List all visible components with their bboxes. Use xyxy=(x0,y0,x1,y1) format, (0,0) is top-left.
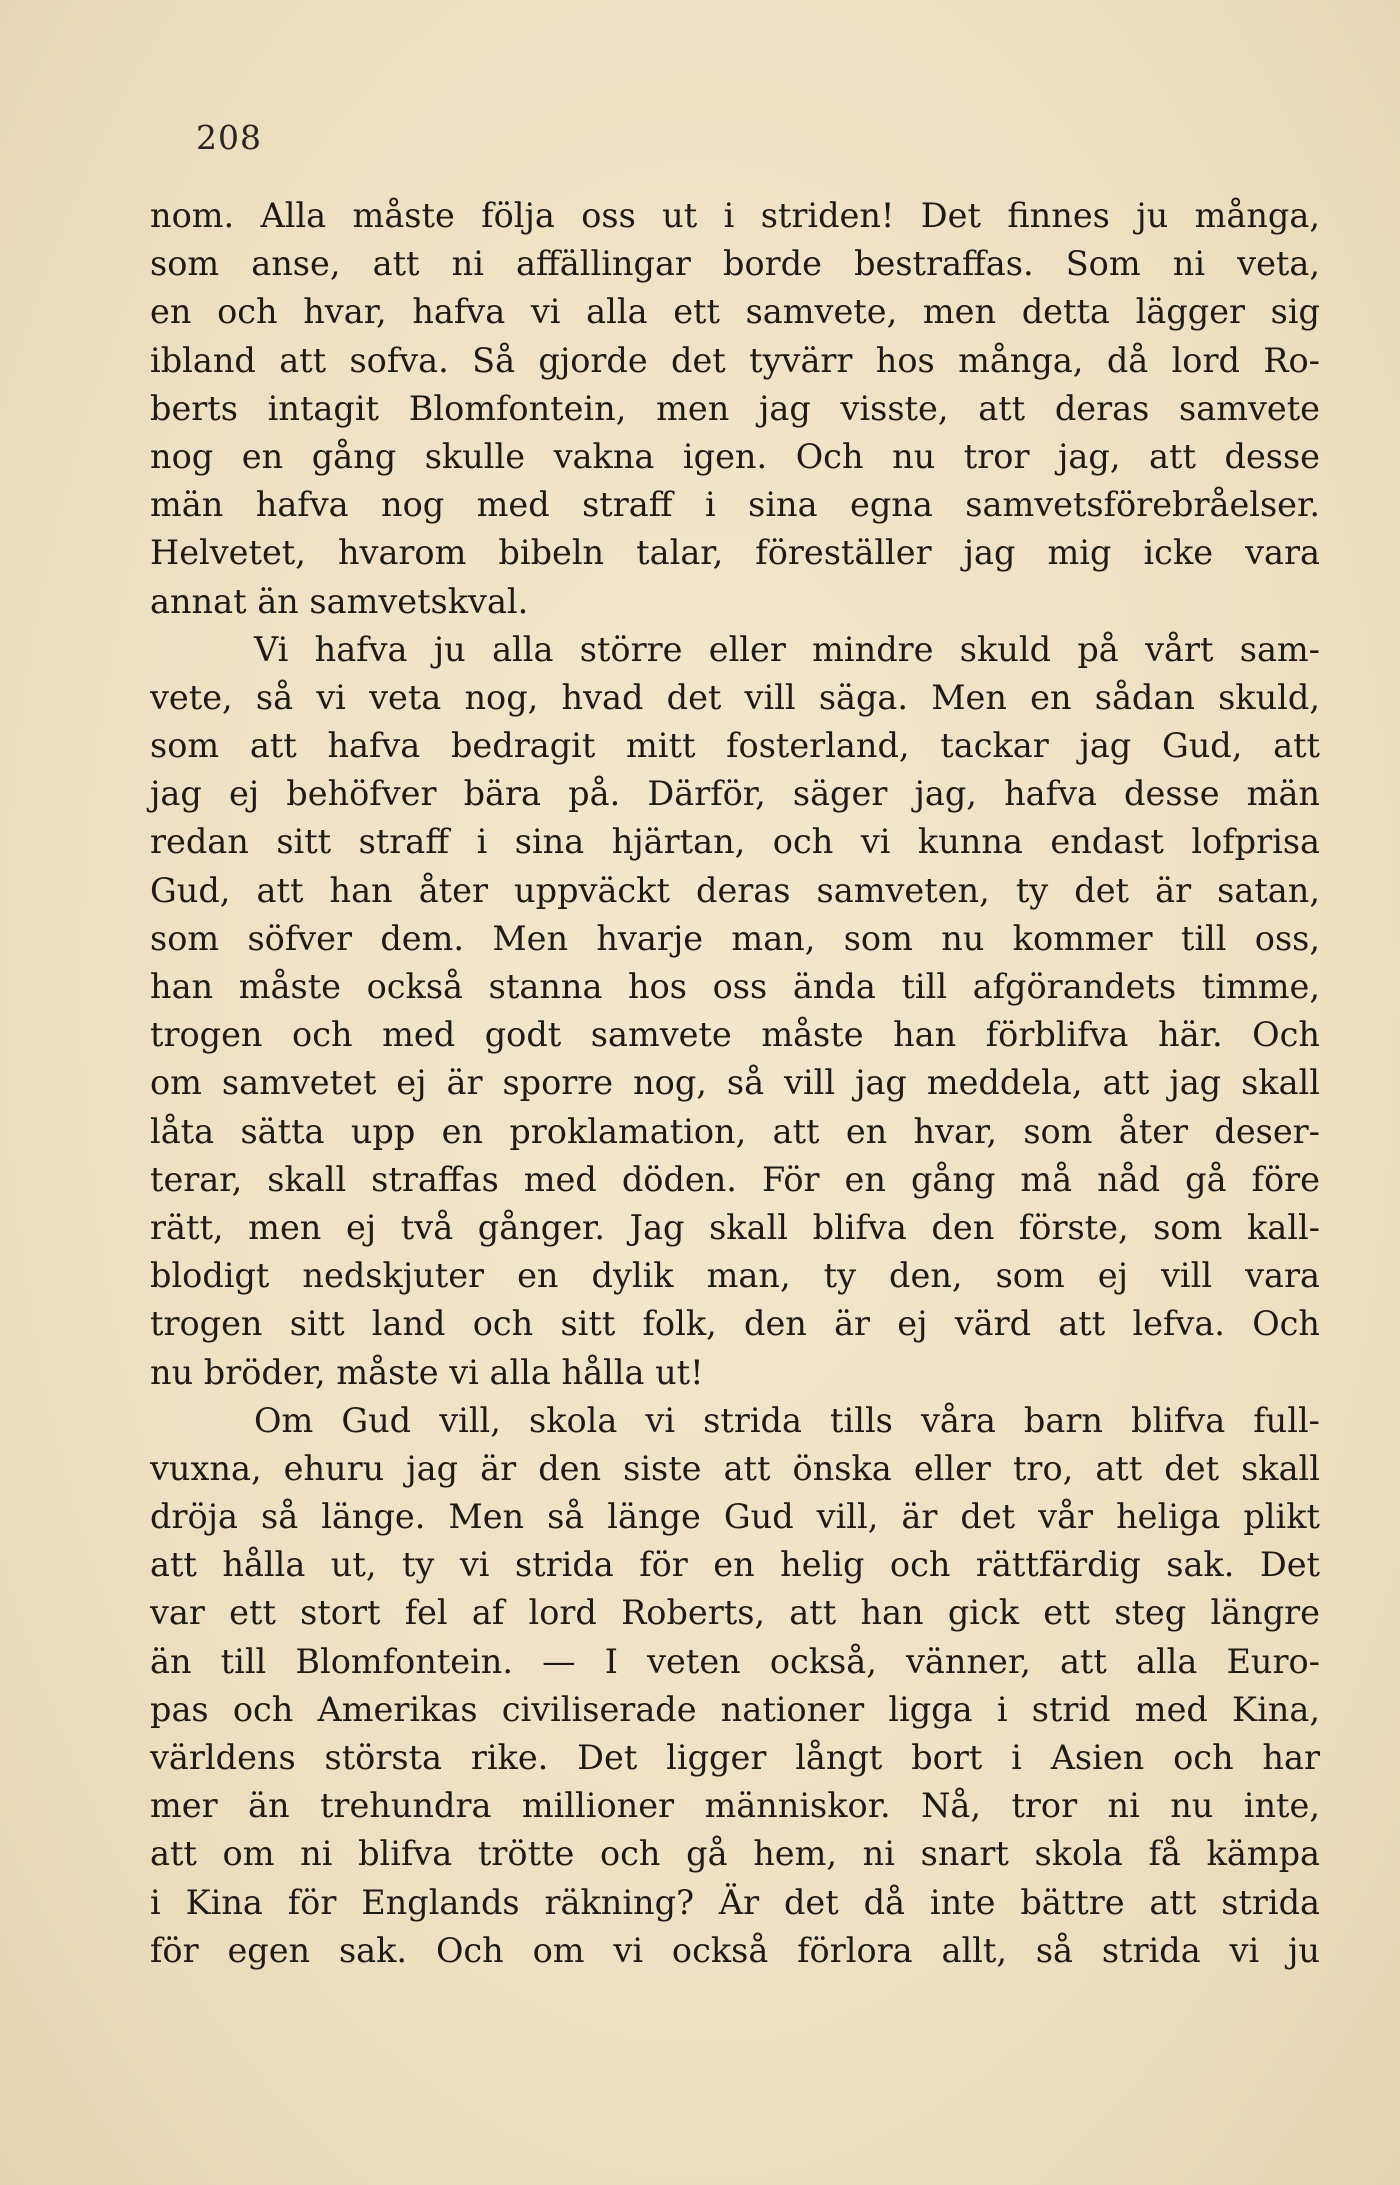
text-line: i Kina för Englands räkning? Är det då inte bättre att strida xyxy=(150,1882,1320,1922)
text-line: rätt, men ej två gånger. Jag skall blifva den förste, som kall- xyxy=(150,1207,1320,1247)
text-line: var ett stort fel af lord Roberts, att han gick ett steg längre xyxy=(150,1593,1320,1633)
text-line: som söfver dem. Men hvarje man, som nu kommer till oss, xyxy=(150,918,1320,958)
text-line: nog en gång skulle vakna igen. Och nu tror jag, att desse xyxy=(150,436,1320,476)
text-line: pas och Amerikas civiliserade nationer ligga i strid med Kina, xyxy=(150,1689,1320,1729)
text-line: vete, så vi veta nog, hvad det vill säga. Men en sådan skuld, xyxy=(150,677,1320,717)
text-line: Gud, att han åter uppväckt deras samveten, ty det är satan, xyxy=(150,870,1320,910)
text-line: blodigt nedskjuter en dylik man, ty den, som ej vill vara xyxy=(150,1256,1320,1296)
body-text xyxy=(150,192,1320,1975)
text-line: Vi hafva ju alla större eller mindre skuld på vårt sam- xyxy=(254,629,1320,669)
text-line: män hafva nog med straff i sina egna samvetsförebråelser. xyxy=(150,485,1320,525)
text-line: än till Blomfontein. — I veten också, vänner, att alla Euro- xyxy=(150,1641,1320,1681)
text-line: han måste också stanna hos oss ända till afgörandets timme, xyxy=(150,967,1320,1006)
text-line: för egen sak. Och om vi också förlora allt, så strida vi ju xyxy=(150,1930,1320,1970)
text-line: trogen sitt land och sitt folk, den är ej värd att lefva. Och xyxy=(150,1304,1320,1344)
text-line: trogen och med godt samvete måste han förblifva här. Och xyxy=(150,1015,1320,1055)
text-line: terar, skall straffas med döden. För en gång må nåd gå före xyxy=(150,1159,1320,1199)
text-line: nu bröder, måste vi alla hålla ut! xyxy=(150,1352,704,1392)
text-line: världens största rike. Det ligger långt bort i Asien och har xyxy=(150,1738,1320,1777)
text-line: dröja så länge. Men så länge Gud vill, är det vår heliga plikt xyxy=(150,1497,1320,1537)
text-line: nom. Alla måste följa oss ut i striden! Det finnes ju många, xyxy=(150,196,1320,235)
text-line: annat än samvetskval. xyxy=(150,581,529,621)
text-line: mer än trehundra millioner människor. Nå, tror ni nu inte, xyxy=(150,1786,1320,1826)
text-line: låta sätta upp en proklamation, att en hvar, som åter deser- xyxy=(150,1111,1320,1151)
text-line: berts intagit Blomfontein, men jag visste, att deras samvete xyxy=(150,388,1320,428)
text-line: vuxna, ehuru jag är den siste att önska eller tro, att det skall xyxy=(150,1448,1320,1488)
text-line: redan sitt straff i sina hjärtan, och vi kunna endast lofprisa xyxy=(150,822,1320,862)
text-line: att om ni blifva trötte och gå hem, ni snart skola få kämpa xyxy=(150,1834,1320,1874)
text-line: som att hafva bedragit mitt fosterland, tackar jag Gud, att xyxy=(150,726,1320,766)
text-line: en och hvar, hafva vi alla ett samvete, men detta lägger sig xyxy=(150,292,1320,332)
text-line: jag ej behöfver bära på. Därför, säger jag, hafva desse män xyxy=(150,774,1320,814)
page-number: 208 xyxy=(196,118,262,157)
text-line: att hålla ut, ty vi strida för en helig och rättfärdig sak. Det xyxy=(150,1545,1320,1585)
text-line: Helvetet, hvarom bibeln talar, föreställer jag mig icke vara xyxy=(150,533,1320,573)
text-line: som anse, att ni affällingar borde bestraffas. Som ni veta, xyxy=(150,244,1320,284)
text-line: om samvetet ej är sporre nog, så vill jag meddela, att jag skall xyxy=(150,1063,1320,1103)
text-line: Om Gud vill, skola vi strida tills våra barn blifva full- xyxy=(254,1400,1320,1440)
text-line: ibland att sofva. Så gjorde det tyvärr hos många, då lord Ro- xyxy=(150,340,1320,380)
